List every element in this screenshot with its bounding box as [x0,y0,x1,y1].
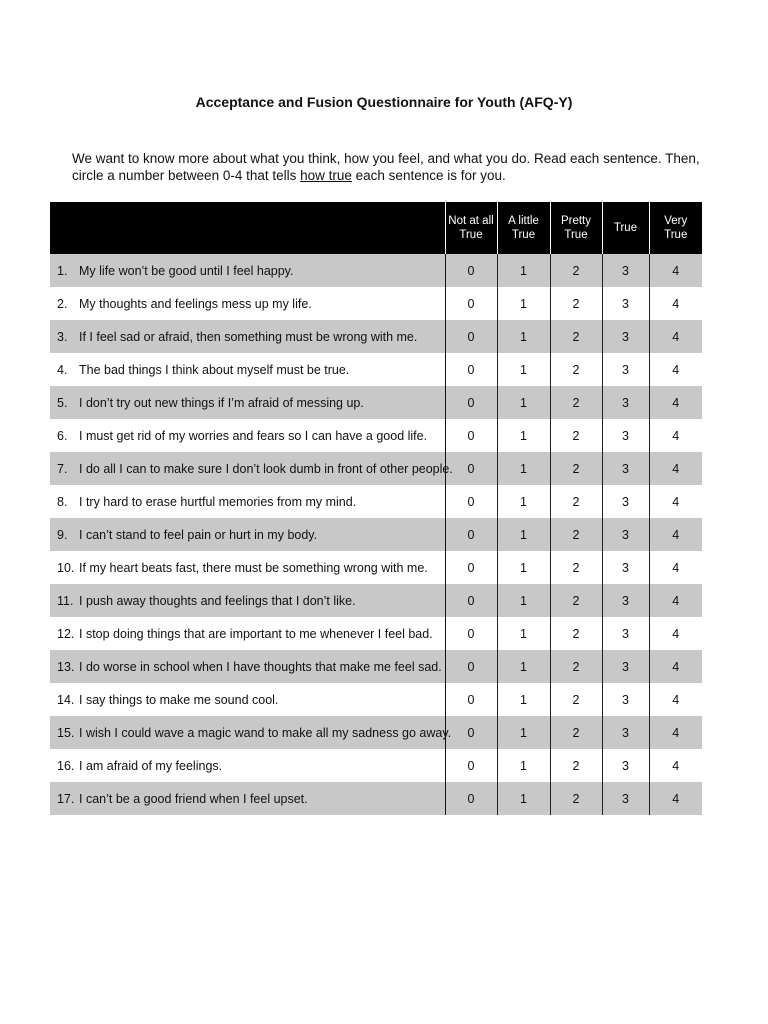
question-text: I must get rid of my worries and fears so I can have a good life. [79,428,428,443]
rating-option[interactable]: 2 [550,551,602,584]
question-cell [50,452,453,485]
rating-option[interactable]: 2 [550,485,602,518]
header-item-column [50,202,445,254]
rating-option[interactable]: 1 [497,485,550,518]
rating-option[interactable]: 2 [550,452,602,485]
rating-option[interactable]: 0 [445,485,497,518]
rating-option[interactable]: 1 [497,320,550,353]
rating-option[interactable]: 3 [602,287,649,320]
table-row [50,584,702,617]
rating-option[interactable]: 0 [445,584,497,617]
question-text: I do worse in school when I have thoughts that make me feel sad. [79,659,442,674]
table-row [50,683,702,716]
instructions-text: We want to know more about what you think, how you feel, and what you do. Read each sentence. Then, circle a number between 0-4 that tells [72,151,700,183]
rating-option[interactable]: 0 [445,419,497,452]
table-row [50,617,702,650]
rating-option[interactable]: 3 [602,584,649,617]
rating-option[interactable]: 4 [649,551,702,584]
rating-option[interactable]: 4 [649,683,702,716]
rating-option[interactable]: 1 [497,551,550,584]
rating-option[interactable]: 2 [550,749,602,782]
rating-option[interactable]: 1 [497,683,550,716]
rating-option[interactable]: 1 [497,617,550,650]
question-number: 7. [57,461,68,476]
rating-option[interactable]: 2 [550,419,602,452]
rating-option[interactable]: 0 [445,320,497,353]
question-number: 10. [57,560,75,575]
header-not-at-all-true: Not at all True [445,202,497,254]
rating-option[interactable]: 3 [602,551,649,584]
question-text: I can’t be a good friend when I feel upset. [79,791,308,806]
question-number: 2. [57,296,68,311]
rating-option[interactable]: 0 [445,716,497,749]
table-row [50,386,702,419]
rating-option[interactable]: 1 [497,584,550,617]
rating-option[interactable]: 1 [497,452,550,485]
question-number: 4. [57,362,68,377]
rating-option[interactable]: 0 [445,749,497,782]
rating-option[interactable]: 0 [445,452,497,485]
rating-option[interactable]: 1 [497,782,550,815]
question-number: 5. [57,395,68,410]
question-number: 6. [57,428,68,443]
rating-option[interactable]: 4 [649,650,702,683]
rating-option[interactable]: 1 [497,287,550,320]
table-row [50,320,702,353]
question-cell [50,617,445,650]
instructions-emphasis: how true [300,168,352,183]
rating-option[interactable]: 3 [602,617,649,650]
rating-option[interactable]: 3 [602,254,649,287]
question-text: I say things to make me sound cool. [79,692,279,707]
rating-option[interactable]: 4 [649,320,702,353]
question-text: My thoughts and feelings mess up my life. [79,296,312,311]
instructions-text-end: each sentence is for you. [351,168,506,183]
rating-option[interactable]: 0 [445,287,497,320]
rating-option[interactable]: 2 [550,320,602,353]
rating-option[interactable]: 2 [550,650,602,683]
rating-option[interactable]: 2 [550,716,602,749]
table-row [50,254,702,287]
questionnaire-table [50,202,702,815]
rating-option[interactable]: 2 [550,518,602,551]
question-cell [50,683,445,716]
rating-option[interactable]: 3 [602,716,649,749]
question-text: I push away thoughts and feelings that I don’t like. [79,593,356,608]
rating-option[interactable]: 3 [602,650,649,683]
question-cell [50,584,445,617]
header-pretty-true: Pretty True [550,202,602,254]
rating-option[interactable]: 4 [649,287,702,320]
rating-option[interactable]: 3 [602,782,649,815]
table-row [50,782,702,815]
rating-option[interactable]: 1 [497,650,550,683]
rating-option[interactable]: 2 [550,353,602,386]
question-cell [50,353,445,386]
rating-option[interactable]: 2 [550,617,602,650]
question-number: 3. [57,329,68,344]
question-cell [50,716,452,749]
question-text: I stop doing things that are important to me whenever I feel bad. [79,626,433,641]
rating-option[interactable]: 3 [602,320,649,353]
rating-option[interactable]: 0 [445,386,497,419]
question-cell [50,485,445,518]
question-text: I am afraid of my feelings. [79,758,223,773]
rating-option[interactable]: 2 [550,782,602,815]
rating-option[interactable]: 3 [602,452,649,485]
question-cell [50,254,445,287]
question-text: The bad things I think about myself must be true. [79,362,350,377]
table-row [50,518,702,551]
question-number: 11. [57,593,74,608]
rating-option[interactable]: 0 [445,782,497,815]
rating-option[interactable]: 1 [497,353,550,386]
rating-option[interactable]: 1 [497,518,550,551]
table-row [50,650,702,683]
rating-option[interactable]: 0 [445,518,497,551]
rating-option[interactable]: 4 [649,386,702,419]
rating-option[interactable]: 4 [649,782,702,815]
header-true: True [602,202,649,254]
rating-option[interactable]: 3 [602,353,649,386]
page-title: Acceptance and Fusion Questionnaire for Youth (AFQ-Y) [195,94,573,110]
table-row [50,353,702,386]
table-row [50,716,702,749]
instructions [72,150,702,184]
question-text: I try hard to erase hurtful memories from my mind. [79,494,357,509]
rating-option[interactable]: 0 [445,683,497,716]
question-cell [50,287,445,320]
rating-option[interactable]: 4 [649,749,702,782]
question-cell [50,386,445,419]
rating-option[interactable]: 1 [497,716,550,749]
rating-option[interactable]: 4 [649,254,702,287]
question-number: 14. [57,692,75,707]
rating-option[interactable]: 4 [649,716,702,749]
rating-option[interactable]: 4 [649,617,702,650]
rating-option[interactable]: 0 [445,353,497,386]
question-cell [50,518,445,551]
table-row [50,485,702,518]
question-number: 16. [57,758,75,773]
rating-option[interactable]: 4 [649,518,702,551]
question-text: If I feel sad or afraid, then something must be wrong with me. [79,329,418,344]
question-number: 15. [57,725,75,740]
table-header-row [50,202,702,254]
question-number: 12. [57,626,75,641]
rating-option[interactable]: 1 [497,254,550,287]
rating-option[interactable]: 1 [497,749,550,782]
rating-option[interactable]: 2 [550,584,602,617]
rating-option[interactable]: 3 [602,749,649,782]
question-text: I wish I could wave a magic wand to make all my sadness go away. [79,725,452,740]
rating-option[interactable]: 4 [649,452,702,485]
rating-option[interactable]: 3 [602,683,649,716]
rating-option[interactable]: 2 [550,386,602,419]
rating-option[interactable]: 3 [602,485,649,518]
question-number: 17. [57,791,75,806]
table-row [50,452,702,485]
rating-option[interactable]: 3 [602,419,649,452]
question-cell [50,650,445,683]
rating-option[interactable]: 4 [649,485,702,518]
question-cell [50,782,445,815]
question-cell [50,749,445,782]
question-number: 1. [57,263,68,278]
question-text: I don’t try out new things if I’m afraid of messing up. [79,395,364,410]
question-text: If my heart beats fast, there must be something wrong with me. [79,560,428,575]
rating-option[interactable]: 2 [550,683,602,716]
table-row [50,287,702,320]
rating-option[interactable]: 1 [497,419,550,452]
question-text: I can’t stand to feel pain or hurt in my body. [79,527,318,542]
rating-option[interactable]: 0 [445,650,497,683]
rating-option[interactable]: 3 [602,518,649,551]
rating-option[interactable]: 1 [497,386,550,419]
question-number: 9. [57,527,68,542]
rating-option[interactable]: 0 [445,551,497,584]
table-row [50,551,702,584]
table-row [50,749,702,782]
rating-option[interactable]: 2 [550,254,602,287]
question-cell [50,419,445,452]
rating-option[interactable]: 2 [550,287,602,320]
question-cell [50,320,445,353]
rating-option[interactable]: 0 [445,617,497,650]
rating-option[interactable]: 3 [602,386,649,419]
question-number: 13. [57,659,75,674]
table-row [50,419,702,452]
header-very-true: Very True [649,202,702,254]
rating-option[interactable]: 4 [649,584,702,617]
rating-option[interactable]: 4 [649,353,702,386]
rating-option[interactable]: 4 [649,419,702,452]
header-a-little-true: A little True [497,202,550,254]
question-text: I do all I can to make sure I don’t look dumb in front of other people. [79,461,453,476]
question-number: 8. [57,494,68,509]
rating-option[interactable]: 0 [445,254,497,287]
question-text: My life won’t be good until I feel happy. [79,263,294,278]
question-cell [50,551,445,584]
